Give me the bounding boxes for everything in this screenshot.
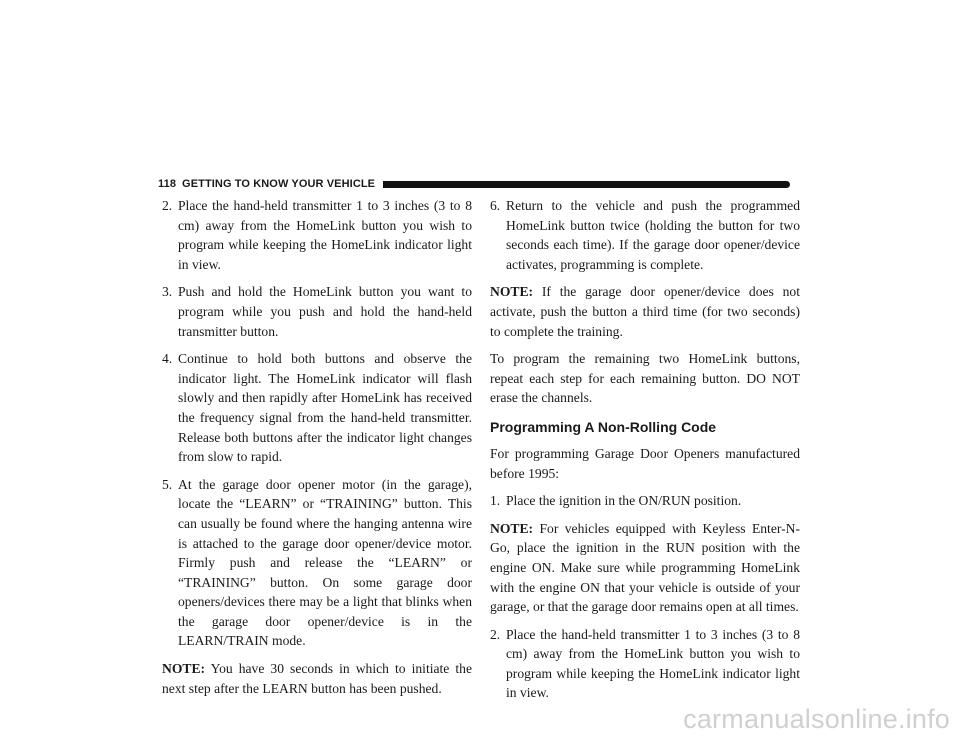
list-item-number: 5. (162, 476, 173, 492)
list-item-number: 2. (490, 626, 501, 642)
note-paragraph (162, 659, 472, 698)
note-label: NOTE: (490, 520, 534, 536)
list-item-number: 3. (162, 284, 173, 300)
list-item-text: Continue to hold both buttons and observe the indicator light. The HomeLink indicator will flash slowly and then rapidly after HomeLink has received the frequency signal from the hand-held transmitter. Release both buttons after the indicator light changes from slow to rapid. (178, 351, 472, 465)
list-item-text: Return to the vehicle and push the programmed HomeLink button twice (holding the button for two seconds each time). If the garage door opener/device activates, programming is complete. (506, 198, 800, 272)
note-text: If the garage door opener/device does not activate, push the button a third time (for two seconds) to complete the training. (490, 284, 800, 339)
watermark: carmanualsonline.info (683, 704, 950, 734)
note-text: You have 30 seconds in which to initiate the next step after the LEARN button has been pushed. (162, 661, 472, 696)
list-item (162, 475, 472, 651)
list-item-text: At the garage door opener motor (in the garage), locate the “LEARN” or “TRAINING” button. This can usually be found where the hanging antenna wire is attached to the garage door opener/device motor. Firmly push and release the “LEARN” or “TRAINING” button. On some garage door openers/devices there may be a light that blinks when the garage door opener/device is in the LEARN/TRAIN mode. (178, 476, 472, 649)
right-column (490, 196, 800, 711)
header-rule (383, 181, 790, 188)
list-item (490, 625, 800, 703)
note-paragraph (490, 519, 800, 617)
list-item-number: 4. (162, 351, 173, 367)
list-item-text: Place the hand-held transmitter 1 to 3 inches (3 to 8 cm) away from the HomeLink button you wish to program while keeping the HomeLink indicator light in view. (506, 626, 800, 701)
list-item (490, 196, 800, 274)
note-label: NOTE: (490, 284, 534, 300)
list-item-text: Place the ignition in the ON/RUN position. (506, 493, 742, 509)
list-item-text: Push and hold the HomeLink button you want to program while you push and hold the hand-held transmitter button. (178, 284, 472, 339)
list-item-number: 6. (490, 198, 501, 213)
note-paragraph (490, 282, 800, 341)
list-item (162, 349, 472, 467)
list-item-number: 1. (490, 493, 501, 509)
list-item-text: Place the hand-held transmitter 1 to 3 inches (3 to 8 cm) away from the HomeLink button you wish to program while keeping the HomeLink indicator light in view. (178, 198, 472, 272)
list-item-number: 2. (162, 198, 173, 213)
page-header (158, 178, 790, 190)
left-column (162, 196, 472, 706)
page-number: 118 (158, 178, 177, 190)
list-item (490, 491, 800, 511)
note-label: NOTE: (162, 661, 206, 677)
list-item (162, 282, 472, 341)
body-paragraph: To program the remaining two HomeLink buttons, repeat each step for each remaining button. DO NOT erase the channels. (490, 351, 800, 406)
list-item (162, 196, 472, 274)
body-paragraph: For programming Garage Door Openers manufactured before 1995: (490, 445, 800, 481)
subheading: Programming A Non-Rolling Code (490, 418, 717, 435)
note-text: For vehicles equipped with Keyless Enter-N-Go, place the ignition in the RUN position with the engine ON. Make sure while programming HomeLink with the engine ON that your vehicle is outside of your garage, or that the garage door remains open at all times. (490, 520, 800, 615)
section-title: GETTING TO KNOW YOUR VEHICLE (182, 178, 376, 190)
